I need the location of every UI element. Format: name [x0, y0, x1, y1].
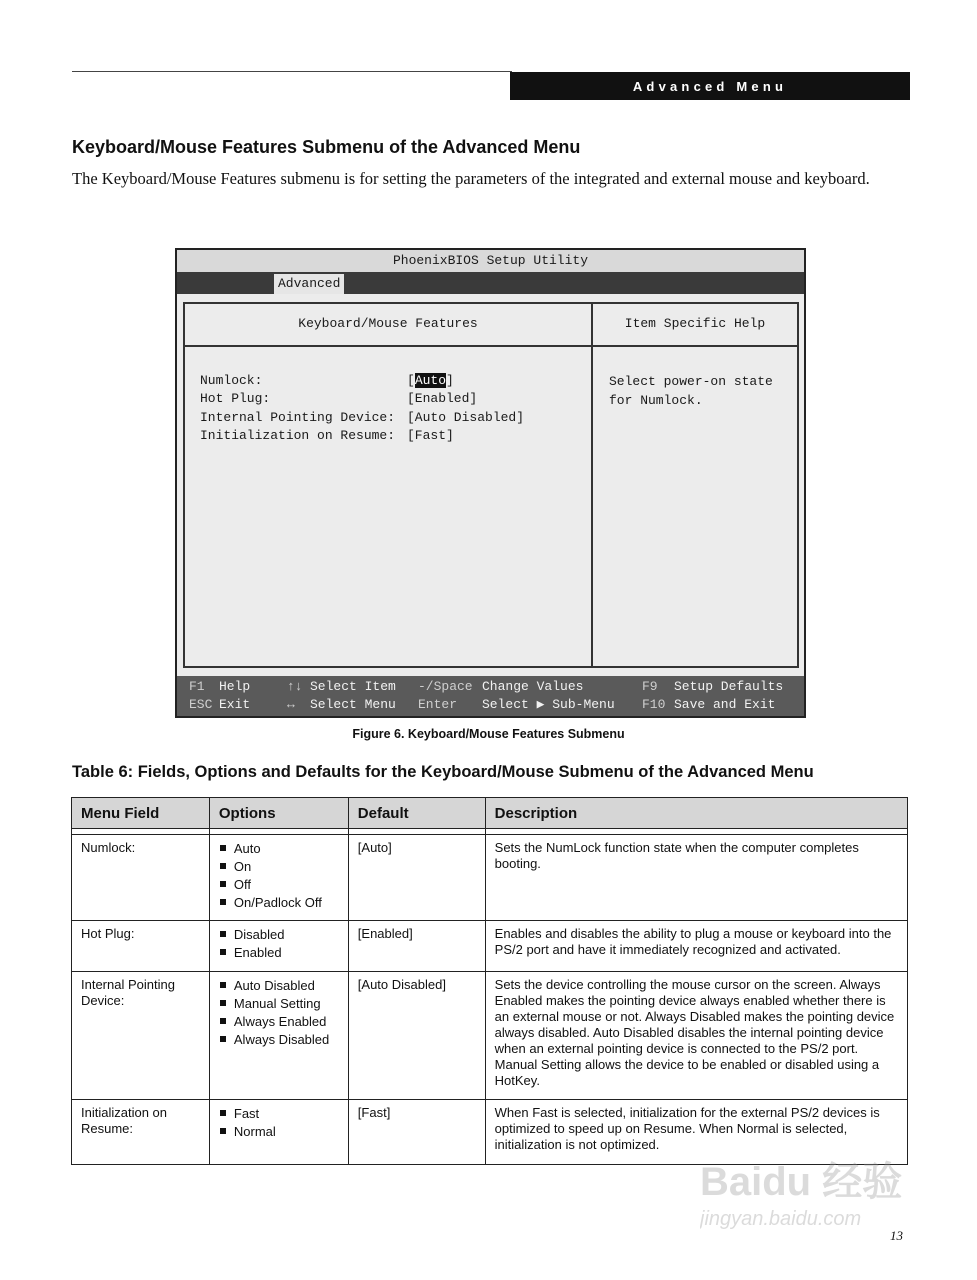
description-cell: Sets the device controlling the mouse cursor on the screen. Always Enabled makes the pointing device always enabled whether there is an external mouse or not. Always Disabled makes the pointing device always disabled. Auto Disabled disables the internal pointing device when an external pointing device is connected to the PS/2 port. Manual Setting allows the device to be enabled or disabled using a HotKey.	[485, 972, 907, 1100]
watermark-url: jingyan.baidu.com	[700, 1208, 862, 1230]
bios-item-label: Hot Plug:	[200, 391, 271, 406]
default-cell: [Enabled]	[348, 921, 485, 972]
bios-item-label: Numlock:	[200, 373, 263, 388]
column-header: Menu Field	[72, 798, 210, 829]
bios-item-label: Initialization on Resume:	[200, 428, 396, 443]
intro-paragraph: The Keyboard/Mouse Features submenu is for setting the parameters of the integrated and external mouse and keyboard.	[72, 169, 870, 188]
f1-key: F1	[189, 679, 205, 694]
baidu-watermark-logo	[700, 1150, 915, 1235]
option-item: On	[219, 858, 339, 876]
column-header: Options	[209, 798, 348, 829]
menu-field-cell: Numlock:	[72, 835, 210, 921]
running-header: Advanced Menu	[510, 72, 910, 100]
menu-field-cell: Initialization on Resume:	[72, 1100, 210, 1165]
option-item: On/Padlock Off	[219, 894, 339, 912]
default-cell: [Auto]	[348, 835, 485, 921]
page-number: 13	[890, 1228, 903, 1243]
bios-item-internal-pointing[interactable]: [Auto Disabled]	[407, 410, 525, 425]
description-cell: Enables and disables the ability to plug a mouse or keyboard into the PS/2 port and have it immediately recognized and activated.	[485, 921, 907, 972]
save-exit-label: Save and Exit	[674, 697, 776, 712]
setup-defaults-label: Setup Defaults	[674, 679, 784, 694]
options-cell	[209, 835, 348, 921]
option-item: Auto Disabled	[219, 977, 339, 995]
bios-title: PhoenixBIOS Setup Utility	[177, 250, 804, 272]
select-submenu-label: Select ▶ Sub-Menu	[482, 697, 615, 712]
header-rule	[72, 71, 512, 72]
help-label: Help	[219, 679, 251, 694]
bios-item-label: Internal Pointing Device:	[200, 410, 396, 425]
table-row	[72, 921, 908, 972]
option-item: Always Disabled	[219, 1031, 339, 1049]
f10-key: F10	[642, 697, 666, 712]
option-item: Fast	[219, 1105, 339, 1123]
table-row	[72, 972, 908, 1100]
menu-field-cell: Hot Plug:	[72, 921, 210, 972]
default-cell: [Auto Disabled]	[348, 972, 485, 1100]
select-menu-label: Select Menu	[310, 697, 396, 712]
exit-label: Exit	[219, 697, 251, 712]
figure-caption: Figure 6. Keyboard/Mouse Features Submenu	[352, 727, 625, 741]
bios-panel	[183, 302, 799, 668]
selected-value[interactable]: Auto	[414, 373, 447, 388]
left-right-arrow-icon: ↔	[287, 697, 295, 712]
minus-space-key: -/Space	[418, 679, 473, 694]
tab-advanced[interactable]: Advanced	[274, 274, 344, 294]
panel-title: Keyboard/Mouse Features	[298, 316, 478, 331]
column-header: Default	[348, 798, 485, 829]
options-table	[71, 797, 908, 1165]
enter-key: Enter	[418, 697, 458, 712]
option-item: Enabled	[219, 944, 339, 962]
help-title: Item Specific Help	[624, 316, 766, 331]
table-title: Table 6: Fields, Options and Defaults for the Keyboard/Mouse Submenu of the Advanced Menu	[72, 763, 814, 781]
option-item: Manual Setting	[219, 995, 339, 1013]
description-cell: Sets the NumLock function state when the computer completes booting.	[485, 835, 907, 921]
table-row	[72, 835, 908, 921]
option-item: Disabled	[219, 926, 339, 944]
option-item: Off	[219, 876, 339, 894]
watermark-brand: Baidu 经验	[700, 1160, 903, 1204]
panel-divider	[185, 345, 797, 347]
table-header-row	[72, 798, 908, 829]
f9-key: F9	[642, 679, 658, 694]
options-cell	[209, 1100, 348, 1165]
bios-item-hot-plug[interactable]: [Enabled]	[407, 391, 478, 406]
bios-menu-bar	[177, 272, 804, 294]
option-item: Always Enabled	[219, 1013, 339, 1031]
options-cell	[209, 921, 348, 972]
section-title: Keyboard/Mouse Features Submenu of the Advanced Menu	[72, 137, 581, 157]
options-cell	[209, 972, 348, 1100]
help-text: Select power-on state for Numlock.	[609, 374, 773, 408]
bios-item-numlock[interactable]: [Auto]	[407, 373, 454, 388]
description-cell: When Fast is selected, initialization for the external PS/2 devices is optimized to speed up on Resume. When Normal is selected, initialization is not optimized.	[485, 1100, 907, 1165]
bios-footer	[177, 676, 804, 716]
esc-key: ESC	[189, 697, 213, 712]
select-item-label: Select Item	[310, 679, 396, 694]
panel-divider	[591, 304, 593, 666]
column-header: Description	[485, 798, 907, 829]
up-down-arrow-icon: ↑↓	[287, 679, 303, 694]
bios-screenshot	[175, 248, 806, 718]
option-item: Normal	[219, 1123, 339, 1141]
bios-item-init-resume[interactable]: [Fast]	[407, 428, 454, 443]
menu-field-cell: Internal Pointing Device:	[72, 972, 210, 1100]
option-item: Auto	[219, 840, 339, 858]
change-values-label: Change Values	[482, 679, 584, 694]
default-cell: [Fast]	[348, 1100, 485, 1165]
